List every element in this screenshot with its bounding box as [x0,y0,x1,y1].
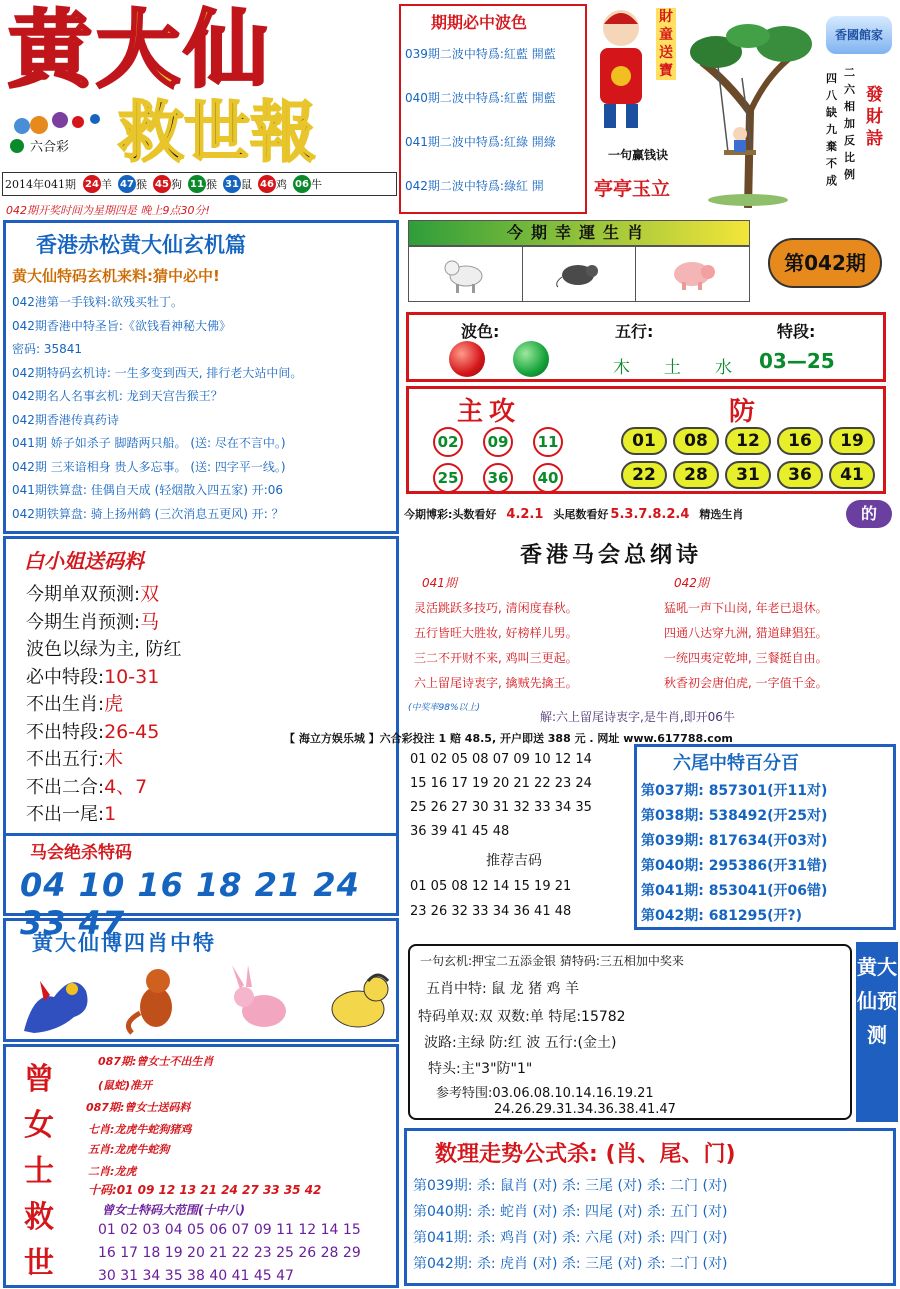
girl-item [26,581,396,609]
main-number: 11 [533,427,563,457]
zeng-box [3,1044,399,1288]
wuxing-3: 水 [715,358,732,378]
tail-line: 第037期: 857301(开11对) [641,783,828,799]
girl-item [26,636,396,664]
clues-box [408,944,852,1120]
poem-col-b [664,596,894,696]
zeng-l5: 五肖:龙虎牛蛇狗 [88,1143,170,1156]
xuanji-title: 香港赤松黄大仙玄机篇 [36,233,246,257]
girl-item [26,691,396,719]
zeng-l3: 087期:曾女士送码料 [86,1101,191,1114]
girl-item-value: 虎 [104,693,124,715]
girl-item-label: 不出一尾: [26,804,105,825]
wave-box [399,4,587,214]
girl-item-value: 10-31 [104,665,160,688]
result-ball: 11 [188,175,206,193]
girl-item-label: 今期单双预测: [26,584,141,605]
promo-area [590,2,900,216]
girl-item [26,774,396,802]
xuanji-line: 042期名人名事玄机: 龙到天宫告猴王？ [12,389,223,403]
poem-line: 猛吼一声下山岗, 年老已退休。 [664,601,828,615]
girl-item [26,746,396,774]
result-ball: 06 [293,175,311,193]
result-zodiac: 鼠 [241,178,252,191]
result-ball: 47 [118,175,136,193]
girl-item-value: 双 [140,583,160,605]
poem-line: 一统四夷定乾坤, 三餐挺自由。 [664,651,828,665]
zeng-l6: 二肖:龙虎 [88,1165,137,1178]
main-number: 25 [433,463,463,493]
grid-row: 25 26 27 30 31 32 33 34 35 [410,800,592,815]
clue-line-6: 参考特围:03.06.08.10.14.16.19.21 [436,1086,654,1101]
zeng-rows [98,1219,398,1288]
girl-items [26,581,396,829]
wuxing-1: 木 [613,358,630,378]
poem-title: 發財詩 [866,85,883,149]
xuanji-line: 041期铁算盘: 佳偶自天成 (轻烟散入四五家) 开:06 [12,483,284,497]
poem-line: 三二不开财不来, 鸡叫三更起。 [414,651,578,665]
girl-item-label: 波色以绿为主, 防红 [26,639,182,660]
girl-item-value: 木 [104,748,124,770]
green-wave-ball [513,341,549,377]
tree-swing-image [688,22,814,208]
zeng-l4: 七肖:龙虎牛蛇狗猪鸡 [88,1123,192,1136]
monkey-image [118,963,194,1037]
col-b-head: 042期 [674,576,709,590]
poem-col-a [414,596,654,696]
formula-box [404,1128,896,1286]
result-ball: 24 [83,175,101,193]
number-grid [406,746,632,930]
main-attack-label: 主攻 [457,397,522,427]
masthead-title-bottom: 救世報 [118,93,316,171]
segment-label: 特段: [777,322,816,341]
wuxing-2: 土 [664,358,681,378]
defend-number: 31 [725,461,771,489]
defend-number: 01 [621,427,667,455]
pig-image [636,247,749,301]
rec-row: 01 05 08 12 14 15 19 21 [410,879,572,894]
girl-item-label: 不出二合: [26,776,105,798]
tail-line: 第042期: 681295(开?) [641,908,803,924]
rabbit-image [220,963,302,1037]
draw-notice: 042期开奖时间为星期四是 晚上9点30分! [6,204,210,217]
grid-row: 36 39 41 45 48 [410,824,510,839]
rec-rows [410,874,632,924]
clue-line-5: 特头:主"3"防"1" [428,1061,533,1077]
result-zodiac: 猴 [206,178,217,191]
poem-section [404,536,896,732]
xuanji-line: 042期香港中特圣旨:《欲钱看神秘大佛》 [12,318,231,333]
defend-number: 08 [673,427,719,455]
result-zodiac: 羊 [101,178,112,191]
xuanji-line: 042港第一手钱料:欲残买牡丁。 [12,295,183,309]
wave-line: 041期二波中特爲:紅綠 開綠 [405,135,556,149]
defend-number: 12 [725,427,771,455]
col-a-head: 041期 [422,576,457,590]
xuanji-line: 042期香港传真药诗 [12,412,119,427]
zeng-l7: 十码:01 09 12 13 21 24 27 33 35 42 [88,1183,322,1197]
main-number: 09 [483,427,513,457]
segment-value: 03—25 [759,349,835,373]
wave-line: 040期二波中特爲:紅藍 開藍 [405,91,556,105]
defend-number: 16 [777,427,823,455]
poem-line: 四通八达穿九洲, 猎道肆猖狂。 [664,626,828,640]
formula-line: 第042期: 杀: 虎肖 (对) 杀: 三尾 (对) 杀: 二门 (对) [413,1256,728,1272]
clue-line-4: 波路:主绿 防:红 波 五行:(金土) [424,1035,617,1051]
grid-rows [410,748,632,844]
girl-item-label: 不出五行: [26,749,105,770]
horse-title: 马会绝杀特码 [30,843,132,863]
formula-line: 第039期: 杀: 鼠肖 (对) 杀: 三尾 (对) 杀: 二门 (对) [413,1178,728,1194]
girl-item-value: 4、7 [104,775,148,798]
tail-title: 六尾中特百分百 [673,753,799,774]
formula-line: 第040期: 杀: 蛇肖 (对) 杀: 四尾 (对) 杀: 五门 (对) [413,1204,728,1220]
defend-nums [621,427,885,489]
fortune-god-image [590,4,652,134]
result-zodiac: 狗 [171,178,182,191]
issue-label: 2014年041期 [5,178,76,191]
tail-lines [641,779,897,929]
attack-box [406,386,886,494]
goat-image [409,247,523,301]
wave-title: 期期必中波色 [431,13,528,32]
masthead [0,0,398,218]
wuxing-label: 五行: [615,322,654,341]
xuanji-subtitle: 黄大仙特码玄机来料:猜中必中! [12,267,220,285]
xuanji-line: 密码: 35841 [12,342,83,356]
zeng-side: 曾女士救世 [24,1062,54,1281]
results-list [79,175,324,193]
result-ball: 45 [153,175,171,193]
girl-item-value: 1 [104,803,117,825]
rec-title: 推荐吉码 [486,853,542,869]
xuanji-line: 042期 三来谙相身 贵人多忘事。 (送: 四字平一线。) [12,459,286,474]
result-ball: 46 [258,175,276,193]
clues-side: 黄大仙预测 [856,942,898,1122]
poem-line: 六上留尾诗衷字, 擒贼先擒王。 [414,676,578,690]
main-nums [433,427,593,493]
masthead-title-top: 黄大仙 [8,0,273,99]
wave-lines [405,40,585,216]
girl-item [26,664,396,692]
footer-c: 精选生肖 [699,508,744,521]
girl-item-label: 不出生肖: [26,694,105,715]
slogan: 一句赢钱诀 [608,148,669,162]
four-title: 黄大仙博四肖中特 [32,931,216,955]
poem-section-title: 香港马会总纲诗 [520,543,703,568]
grid-row: 15 16 17 19 20 21 22 23 24 [410,776,592,791]
girl-item-label: 必中特段: [26,666,105,688]
clue-line-3: 特码单双:双 双数:单 特尾:15782 [418,1009,626,1025]
formula-title: 数理走势公式杀: (肖、尾、门) [435,1142,736,1167]
grid-row: 01 02 05 08 07 09 10 12 14 [410,752,592,767]
zeng-row: 01 02 03 04 05 06 07 09 11 12 14 15 [98,1222,361,1238]
formula-lines [413,1173,895,1277]
wave-line: 039期二波中特爲:紅藍 開藍 [405,47,556,61]
attrs-box [406,312,886,382]
poem-line: 灵活跳跃多技巧, 清闲度春秋。 [414,601,578,615]
lucky-title-bar [408,220,750,246]
girl-item [26,609,396,637]
defend-number: 19 [829,427,875,455]
ad-banner[interactable]: 【 海立方娱乐城 】六合彩投注 1 赔 48.5, 开户即送 388 元 . 网址 www.617788.com [284,732,733,745]
poem-badge: 香國館家 [826,16,892,54]
xuanji-lines [12,291,398,526]
tail-line: 第038期: 538492(开25对) [641,808,828,824]
poem-line: 秋香初会唐伯虎, 一字值千金。 [664,676,828,690]
footer-a-val: 4.2.1 [506,506,544,522]
xuanji-line: 042期特码玄机诗: 一生多变到西天, 排行老大站中间。 [12,365,303,380]
lottery-label: 六合彩 [10,136,69,155]
dragon-image [14,961,96,1039]
tail-box [634,744,896,930]
result-zodiac: 鸡 [276,178,287,191]
xuanji-line: 042期铁算盘: 骑上扬州鹤 (三次消息五更风) 开: ？ [12,506,284,521]
zeng-l2: (鼠蛇)准开 [98,1079,153,1092]
lucky-title: 今期幸運生肖 [506,223,651,242]
girl-item-value: 马 [140,610,160,633]
defend-number: 41 [829,461,875,489]
clue-line-1: 一句玄机:押宝二五添金银 猜特码:三五相加中奖来 [420,954,684,968]
wuxing-values [613,353,732,378]
girl-title: 白小姐送码料 [24,549,144,573]
zeng-l1: 087期:曾女士不出生肖 [98,1055,214,1068]
horse-box [3,836,399,942]
poem-solution: 解:六上留尾诗衷字,是牛肖,即开06牛 [540,710,735,724]
xuanji-box [3,220,399,534]
girl-item [26,801,396,829]
goat-sign-image [318,969,396,1035]
main-number: 02 [433,427,463,457]
rec-row: 23 26 32 33 34 36 41 48 [410,904,572,919]
poem-note: (中奖率98%以上) [408,703,481,713]
result-ball: 31 [223,175,241,193]
main-number: 36 [483,463,513,493]
girl-item-label: 今期生肖预测: [26,611,141,633]
poem-line: 五行皆旺大胜妆, 好榜样儿男。 [414,626,578,640]
color-dots [14,112,104,138]
results-bar [2,172,397,196]
tail-line: 第039期: 817634(开03对) [641,833,828,849]
poem-col-1: 二六相加反比例 [844,66,855,181]
attack-footer [404,506,844,522]
girl-item-value: 26-45 [104,720,160,743]
god-badge: 財童送寶 [656,8,676,80]
poem-col-2: 四八缺九棄不成 [826,72,837,187]
saying: 亭亭玉立 [594,178,671,200]
tail-line: 第040期: 295386(开31错) [641,858,828,874]
footer-b-val: 5.3.7.8.2.4 [610,506,690,522]
horse-nums: 04 10 16 18 21 24 33 47 [20,866,360,942]
defend-number: 36 [777,461,823,489]
defend-number: 28 [673,461,719,489]
girl-item-label: 不出特段: [26,721,105,743]
clue-line-7: 24.26.29.31.34.36.38.41.47 [494,1102,676,1117]
zeng-row: 16 17 18 19 20 21 22 23 25 26 28 29 [98,1245,361,1261]
zeng-l8: 曾女士特码大范围(十中八) [102,1203,245,1217]
defend-label: 防 [729,397,756,427]
defend-number: 22 [621,461,667,489]
poem-columns [826,64,896,204]
clue-line-2: 五肖中特: 鼠 龙 猪 鸡 羊 [426,981,579,997]
footer-a: 今期博彩:头数看好 [404,508,497,521]
main-number: 40 [533,463,563,493]
issue-badge: 第042期 [768,238,882,288]
tail-line: 第041期: 853041(开06错) [641,883,828,899]
wave-label: 波色: [461,322,500,341]
result-zodiac: 猴 [136,178,147,191]
wave-line: 042期二波中特爲:綠紅 開 [405,179,544,193]
red-wave-ball [449,341,485,377]
footer-badge: 的 [846,500,892,528]
xuanji-line: 041期 娇子如杀子 脚踏两只船。 (送: 尽在不言中。) [12,436,286,450]
rat-image [523,247,637,301]
lottery-icon [10,139,24,153]
girl-box [3,536,399,836]
formula-line: 第041期: 杀: 鸡肖 (对) 杀: 六尾 (对) 杀: 四门 (对) [413,1230,728,1246]
four-box [3,918,399,1042]
footer-b: 头尾数看好 [553,508,609,521]
lucky-animals [408,246,750,302]
result-zodiac: 牛 [311,178,322,191]
zeng-row: 30 31 34 35 38 40 41 45 47 [98,1268,294,1284]
